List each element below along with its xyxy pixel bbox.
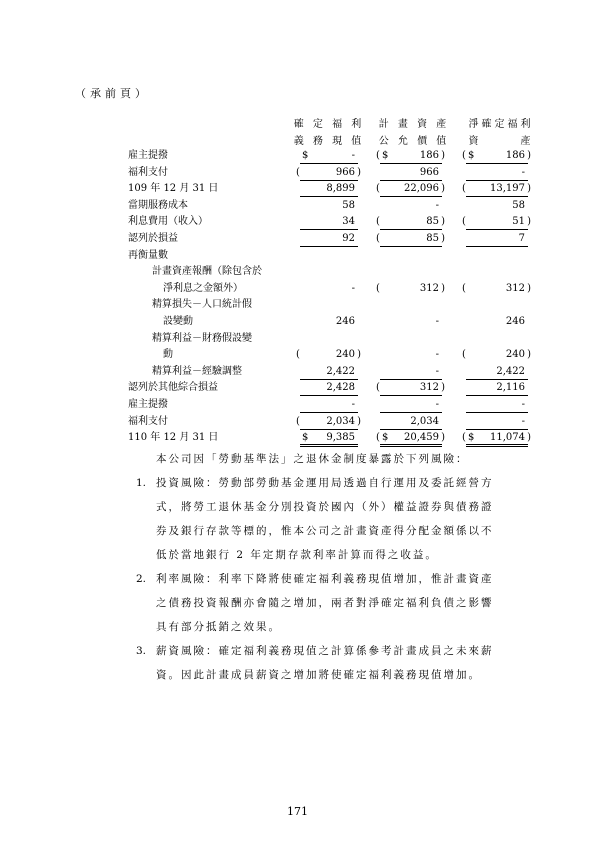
row-label: 110 年 12 月 31 日 <box>128 432 219 444</box>
table-cell <box>380 314 442 329</box>
table-cell: ( ) 312 <box>462 282 531 294</box>
table-row <box>0 181 595 197</box>
table-cell <box>300 214 358 230</box>
cell-value: 22,096 <box>404 183 439 195</box>
cell-value: 13,197 <box>490 183 525 195</box>
table-row <box>0 297 595 313</box>
table-cell <box>300 314 358 329</box>
column-header-dbo: 確 定 福 利 義 務 現 值 <box>293 119 365 147</box>
table-cell <box>466 314 528 329</box>
table-cell <box>300 430 358 447</box>
table-cell <box>466 231 528 247</box>
cell-value: 20,459 <box>404 432 439 444</box>
cell-value: 2,422 <box>496 365 525 377</box>
table-cell <box>466 198 528 213</box>
row-label: 精算利益－財務假設變 <box>152 332 252 344</box>
cell-value: 312 <box>505 282 525 294</box>
table-cell: ( ) 240 <box>462 349 531 361</box>
cell-value: 2,428 <box>326 382 355 394</box>
table-cell <box>380 165 442 181</box>
table-row <box>0 248 595 264</box>
cell-value: - <box>435 349 439 361</box>
cell-value: 2,034 <box>410 415 439 427</box>
table-cell <box>300 364 358 380</box>
risk-text-line: 式，將勞工退休基金分別投資於國內（外）權益證券與債務證 <box>156 501 494 513</box>
table-cell <box>466 397 528 413</box>
cell-value: - <box>435 399 439 410</box>
table-cell: ( ) $ 186 <box>466 148 528 164</box>
table-cell <box>300 397 358 413</box>
cell-value: 7 <box>518 233 525 244</box>
cell-value: - <box>521 399 525 410</box>
column-header-net-asset: 淨確定福利 資 產 <box>468 119 534 147</box>
row-label: 再衡量數 <box>128 249 168 261</box>
cell-value: - <box>351 150 355 161</box>
risk-text-line: 薪資風險：確定福利義務現值之計算係參考計畫成員之未來薪 <box>156 645 494 657</box>
risk-text-line: 低於當地銀行 2 年定期存款利率計算而得之收益。 <box>156 549 438 561</box>
table-cell: ( ) 240 <box>296 349 361 361</box>
cell-value: 2,116 <box>496 382 525 394</box>
cell-value: - <box>351 282 355 294</box>
table-row <box>0 214 595 230</box>
table-cell: ( ) 13,197 <box>466 181 528 197</box>
cell-value: 58 <box>342 199 355 211</box>
risk-text-line: 投資風險：勞動部勞動基金運用局透過自行運用及委託經營方 <box>156 477 494 489</box>
table-row <box>0 281 595 297</box>
cell-value: 85 <box>426 216 439 228</box>
table-cell: ( ) 312 <box>376 282 445 294</box>
cell-value: 2,034 <box>326 415 355 427</box>
table-cell: ( ) 85 <box>380 231 442 247</box>
risk-intro: 本公司因「勞動基準法」之退休金制度暴露於下列風險： <box>156 453 469 465</box>
risk-text-line: 具有部分抵銷之效果。 <box>156 621 281 633</box>
table-cell <box>380 414 442 430</box>
risk-number: 1. <box>136 477 147 489</box>
currency-symbol: $ <box>382 150 389 161</box>
table-cell <box>300 380 358 396</box>
table-row <box>0 380 595 396</box>
continued-note: （承前頁） <box>75 87 150 100</box>
table-row <box>0 364 595 380</box>
risk-text-line: 利率風險：利率下降將使確定福利義務現值增加，惟計畫資產 <box>156 573 494 585</box>
cell-value: 246 <box>505 316 525 327</box>
cell-value: - <box>435 316 439 327</box>
table-cell <box>380 198 442 213</box>
row-label: 淨利息之金額外） <box>163 282 243 294</box>
cell-value: 51 <box>512 216 525 228</box>
cell-value: 8,899 <box>326 183 355 195</box>
currency-symbol: $ <box>468 432 475 444</box>
table-cell: ( ) $ 186 <box>380 148 442 164</box>
table-row <box>0 165 595 181</box>
cell-value: 186 <box>419 150 439 161</box>
row-label: 109 年 12 月 31 日 <box>128 183 219 195</box>
row-label: 動 <box>163 349 173 361</box>
table-cell: ( ) 22,096 <box>380 181 442 197</box>
table-row <box>0 414 595 430</box>
row-label: 計畫資產報酬（除包含於 <box>152 266 262 278</box>
table-cell <box>300 198 358 213</box>
cell-value: 9,385 <box>326 432 355 444</box>
table-row <box>0 231 595 247</box>
column-header-plan-assets: 計 畫 資 產 公 允 價 值 <box>378 119 450 147</box>
table-row <box>0 430 595 446</box>
risk-text-line: 資。因此計畫成員薪資之增加將使確定福利義務現值增加。 <box>156 669 481 681</box>
cell-value: 85 <box>426 233 439 244</box>
row-label: 認列於其他綜合損益 <box>128 382 218 394</box>
currency-symbol: $ <box>302 432 309 444</box>
table-row <box>0 347 595 363</box>
row-label: 設變動 <box>163 316 193 327</box>
table-row <box>0 397 595 413</box>
cell-value: 34 <box>342 216 355 228</box>
table-cell: ( ) 966 <box>300 165 358 181</box>
table-cell <box>380 347 442 362</box>
currency-symbol: $ <box>382 432 389 444</box>
row-label: 精算損失－人口統計假 <box>152 299 252 311</box>
table-cell: ( ) $ 11,074 <box>466 430 528 447</box>
cell-value: 312 <box>419 382 439 394</box>
cell-value: - <box>435 199 439 211</box>
table-cell <box>300 181 358 197</box>
table-cell <box>300 231 358 247</box>
table-cell: ( ) 85 <box>380 214 442 230</box>
table-row <box>0 264 595 280</box>
table-cell: ( ) 51 <box>466 214 528 230</box>
row-label: 精算利益－經驗調整 <box>152 365 242 377</box>
risk-number: 3. <box>136 645 147 657</box>
row-label: 利息費用（收入） <box>128 216 208 228</box>
table-row <box>0 314 595 330</box>
table-cell <box>466 414 528 430</box>
table-cell <box>466 364 528 380</box>
cell-value: 11,074 <box>490 432 525 444</box>
table-cell <box>466 165 528 181</box>
table-row <box>0 148 595 164</box>
row-label: 當期服務成本 <box>128 199 188 211</box>
table-cell: ( ) 2,034 <box>300 414 358 430</box>
page-number: 171 <box>287 805 308 818</box>
table-row <box>0 331 595 347</box>
row-label: 雇主提撥 <box>128 399 168 410</box>
currency-symbol: $ <box>468 150 475 161</box>
cell-value: 246 <box>335 316 355 327</box>
table-cell <box>380 364 442 380</box>
cell-value: 966 <box>419 166 439 178</box>
risk-number: 2. <box>136 573 147 585</box>
table-cell <box>380 397 442 413</box>
cell-value: 58 <box>512 199 525 211</box>
cell-value: - <box>521 166 525 178</box>
row-label: 福利支付 <box>128 415 168 427</box>
currency-symbol: $ <box>302 150 309 161</box>
table-row <box>0 198 595 214</box>
risk-text-line: 券及銀行存款等標的，惟本公司之計畫資產得分配金額係以不 <box>156 525 494 537</box>
row-label: 福利支付 <box>128 166 168 178</box>
row-label: 認列於損益 <box>128 233 178 244</box>
cell-value: 240 <box>505 349 525 361</box>
risk-text-line: 之債務投資報酬亦會隨之增加，兩者對淨確定福利負債之影響 <box>156 597 494 609</box>
cell-value: 312 <box>419 282 439 294</box>
row-label: 雇主提撥 <box>128 150 168 161</box>
table-cell <box>300 148 358 164</box>
cell-value: 240 <box>335 349 355 361</box>
cell-value: 186 <box>505 150 525 161</box>
cell-value: 966 <box>335 166 355 178</box>
cell-value: - <box>521 415 525 427</box>
table-cell <box>466 380 528 396</box>
table-cell: ( ) 312 <box>380 380 442 396</box>
cell-value: - <box>351 399 355 410</box>
cell-value: - <box>435 365 439 377</box>
cell-value: 2,422 <box>326 365 355 377</box>
cell-value: 92 <box>342 233 355 244</box>
table-cell <box>300 281 358 296</box>
table-cell: ( ) $ 20,459 <box>380 430 442 447</box>
